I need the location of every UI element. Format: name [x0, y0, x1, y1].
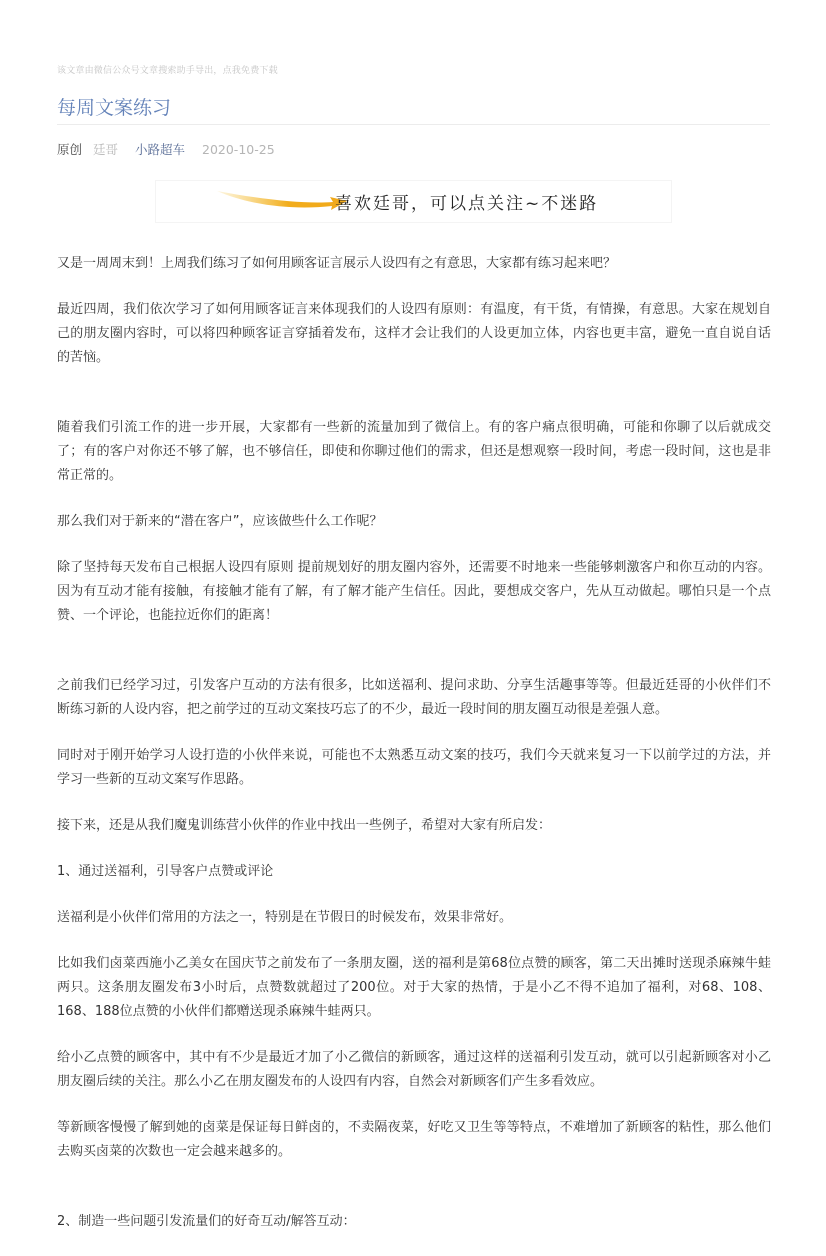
paragraph: 等新顾客慢慢了解到她的卤菜是保证每日鲜卤的，不卖隔夜菜，好吃又卫生等等特点，不难增加了新顾客的粘性，那么他们去购买卤菜的次数也一定会越来越多的。 [57, 1120, 771, 1159]
export-notice-link[interactable]: 该文章由微信公众号文章搜索助手导出，点我免费下载 [57, 66, 278, 76]
title-divider [57, 124, 770, 125]
paragraph: 那么我们对于新来的“潜在客户”，应该做些什么工作呢？ [57, 514, 383, 529]
paragraph: 给小乙点赞的顾客中，其中有不少是最近才加了小乙微信的新顾客，通过这样的送福利引发互动，就可以引起新顾客对小乙朋友圈后续的关注。那么小乙在朋友圈发布的人设四有内容，自然会对新顾客们产生多看效应。 [57, 1050, 771, 1089]
section-heading: 1、通过送福利，引导客户点赞或评论 [57, 864, 274, 879]
paragraph: 接下来，还是从我们魔鬼训练营小伙伴的作业中找出一些例子，希望对大家有所启发： [57, 818, 552, 833]
follow-banner-image [155, 180, 672, 223]
publish-date: 2020-10-25 [202, 142, 275, 157]
paragraph: 最近四周，我们依次学习了如何用顾客证言来体现我们的人设四有原则：有温度，有干货，有情操，有意思。大家在规划自己的朋友圈内容时，可以将四种顾客证言穿插着发布，这样才会让我们的人设更加立体，内容也更丰富，避免一直自说自话的苦恼。 [57, 302, 771, 365]
paragraph: 同时对于刚开始学习人设打造的小伙伴来说，可能也不太熟悉互动文案的技巧，我们今天就来复习一下以前学过的方法，并学习一些新的互动文案写作思路。 [57, 748, 771, 787]
paragraph: 又是一周周末到！上周我们练习了如何用顾客证言展示人设四有之有意思，大家都有练习起来吧？ [57, 256, 617, 271]
paragraph: 送福利是小伙伴们常用的方法之一，特别是在节假日的时候发布，效果非常好。 [57, 910, 513, 925]
paragraph: 除了坚持每天发布自己根据人设四有原则 提前规划好的朋友圈内容外，还需要不时地来一些能够刺激客户和你互动的内容。因为有互动才能有接触，有接触才能有了解，有了解才能产生信任。因此，要想成交客户，先从互动做起。哪怕只是一个点赞、一个评论，也能拉近你们的距离！ [57, 560, 771, 623]
paragraph: 之前我们已经学习过，引发客户互动的方法有很多，比如送福利、提问求助、分享生活趣事等等。但最近廷哥的小伙伴们不断练习新的人设内容，把之前学过的互动文案技巧忘了的不少，最近一段时间的朋友圈互动很是差强人意。 [57, 678, 771, 717]
original-tag: 原创 [57, 142, 83, 157]
account-name-link[interactable]: 小路超车 [135, 142, 186, 157]
section-heading: 2、制造一些问题引发流量们的好奇互动/解答互动： [57, 1214, 356, 1229]
banner-text: 喜欢廷哥，可以点关注~不迷路 [335, 194, 599, 214]
paragraph: 比如我们卤菜西施小乙美女在国庆节之前发布了一条朋友圈，送的福利是第68位点赞的顾客，第二天出摊时送现杀麻辣牛蛙两只。这条朋友圈发布3小时后，点赞数就超过了200位。对于大家的热情，于是小乙不得不追加了福利，对68、108、168、188位点赞的小伙伴们都赠送现杀麻辣牛蛙两只。 [57, 956, 771, 1019]
author-name: 廷哥 [93, 142, 119, 157]
paragraph: 随着我们引流工作的进一步开展，大家都有一些新的流量加到了微信上。有的客户痛点很明确，可能和你聊了以后就成交了；有的客户对你还不够了解，也不够信任，即使和你聊过他们的需求，但还是想观察一段时间，考虑一段时间，这也是非常正常的。 [57, 420, 771, 483]
article-body [57, 252, 771, 1256]
article-meta [57, 140, 275, 158]
article-title: 每周文案练习 [57, 97, 172, 119]
